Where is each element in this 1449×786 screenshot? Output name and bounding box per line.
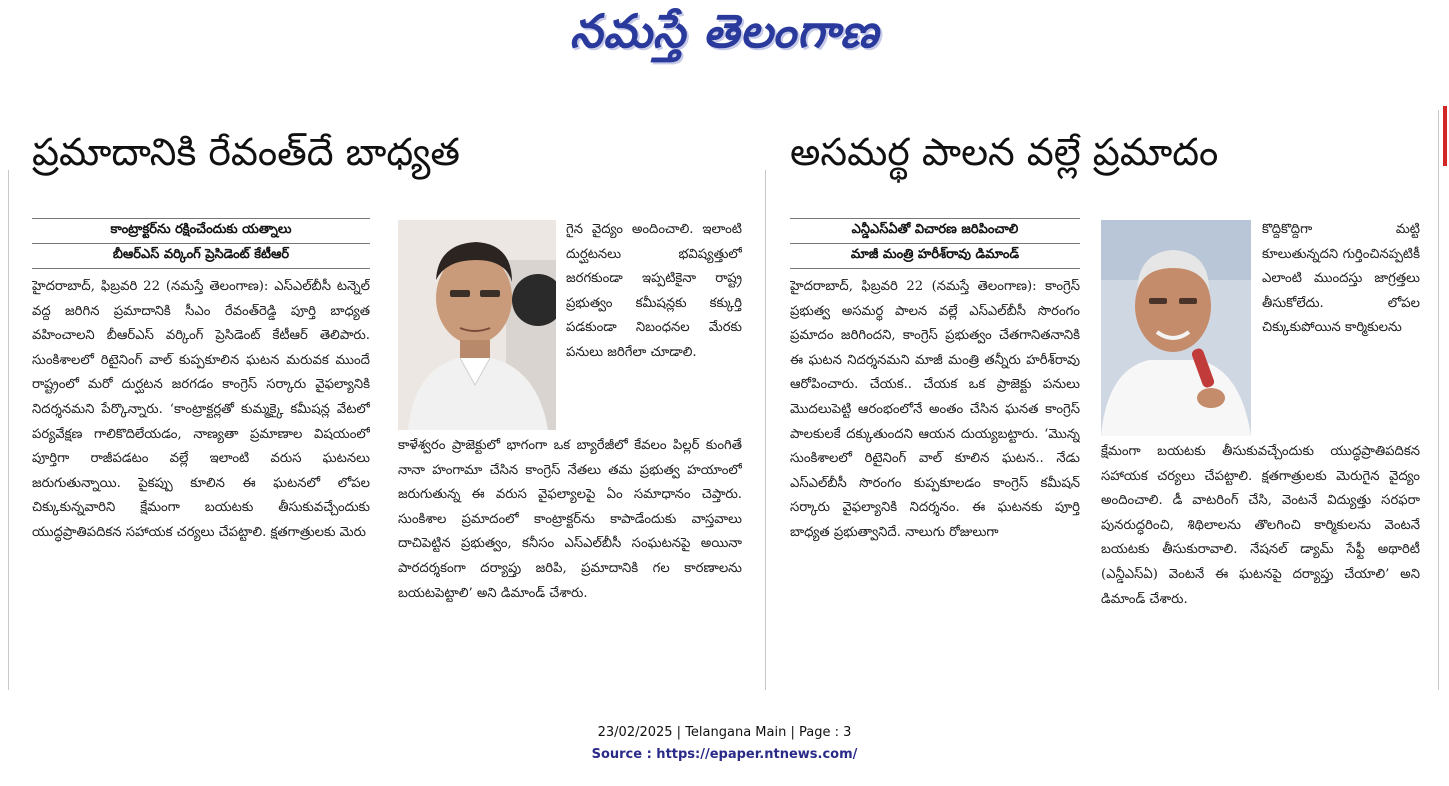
right-article-column-1 bbox=[790, 218, 1080, 688]
left-body-col2: గైన వైద్యం అందించాలి. ఇలాంటి దుర్ఘటనలు భవిష్యత్తులో జరగకుండా ఇప్పటికైనా రాష్ట్ర ప్రభుత్వం కమీషన్లకు కక్కుర్తి పడకుండా నిబంధనల మేరకు పనులు జరిగేలా చూడాలి. bbox=[566, 222, 742, 360]
ktr-portrait-image bbox=[398, 220, 556, 430]
column-divider bbox=[8, 170, 9, 690]
left-body-col2-continued: కాళేశ్వరం ప్రాజెక్టులో భాగంగా ఒక బ్యారేజీలో కేవలం పిల్లర్ కుంగితే నానా హంగామా చేసిన కాంగ్రెస్ నేతలు తమ ప్రభుత్వ హయాంలో జరుగుతున్న ఈ వరుస వైఫల్యాలపై ఏం సమాధానం చెప్తారు. సుంకిశాల ప్రమాదంలో కాంట్రాక్టర్‌ను కాపాడేందుకు వాస్తవాలు దాచిపెట్టిన ప్రభుత్వం, కనీసం ఎస్‌ఎల్‌బీసీ సంఘటనపై అయినా పారదర్శకంగా దర్యాప్తు జరిపి, ప్రమాదానికి గల కారణాలను బయటపెట్టాలి’ అని డిమాండ్ చేశారు. bbox=[398, 438, 742, 601]
right-article-column-2-wide bbox=[1101, 440, 1420, 694]
page-footer bbox=[0, 722, 1449, 766]
right-body-col2-continued: క్షేమంగా బయటకు తీసుకువచ్చేందుకు యుద్ధప్రాతిపదికన సహాయక చర్యలు చేపట్టాలి. క్షతగాత్రులకు మెరుగైన వైద్యం అందించాలి. డీ వాటరింగ్ చేసి, వెంటనే విద్యుత్తు సరఫరా పునరుద్ధరించి, శిథిలాలను తొలగించి కార్మికులను వెంటనే బయటకు తీసుకురావాలి. నేషనల్ డ్యామ్ సేఫ్టీ అథారిటీ (ఎన్డీఎస్‌ఏ) వెంటనే ఈ ఘటనపై దర్యాప్తు చేయాలి’ అని డిమాండ్ చేశారు. bbox=[1101, 444, 1420, 607]
right-deck bbox=[790, 218, 1080, 269]
left-article bbox=[32, 112, 742, 712]
left-deck bbox=[32, 218, 370, 269]
edition-info: 23/02/2025 | Telangana Main | Page : 3 bbox=[597, 725, 852, 740]
right-body-col2: కొద్దికొద్దిగా మట్టి కూలుతున్నదని గుర్తించినప్పటికీ ఎలాంటి ముందస్తు జాగ్రత్తలు తీసుకోలేదు. లోపల చిక్కుకుపోయిన కార్మికులను bbox=[1262, 222, 1420, 336]
page-edge-accent bbox=[1443, 106, 1447, 166]
right-article-column-2-narrow bbox=[1262, 218, 1420, 438]
harish-rao-portrait-image bbox=[1101, 220, 1251, 436]
left-deck-line-2: బీఆర్‌ఎస్ వర్కింగ్ ప్రెసిడెంట్ కేటీఆర్ bbox=[32, 243, 370, 268]
column-divider bbox=[1438, 110, 1439, 690]
right-body-col1: హైదరాబాద్, ఫిబ్రవరి 22 (నమస్తే తెలంగాణ): కాంగ్రెస్ ప్రభుత్వ అసమర్థ పాలన వల్లే ఎస్‌ఎల్‌బీసీ సొరంగం ప్రమాదం జరిగిందని, కాంగ్రెస్ ప్రభుత్వం చేతగానితనానికి ఈ ఘటన నిదర్శనమని మాజీ మంత్రి తన్నీరు హరీశ్‌రావు ఆరోపించారు. చేయక.. చేయక ఒక ప్రాజెక్టు పనులు మొదలుపెట్టి ఆరంభంలోనే అంతం చేసిన ఘనత కాంగ్రెస్ పాలకులకే దక్కుతుందని ఆయన దుయ్యబట్టారు. ‘మొన్న సుంకిశాలలో రిటైనింగ్ వాల్ కూలిన ఘటన.. నేడు ఎస్‌ఎల్‌బీసీ సొరంగం కుప్పకూలడం కాంగ్రెస్ కమీషన్ సర్కారు వైఫల్యానికి నిదర్శనం. ఈ ఘటనకు పూర్తి బాధ్యత ప్రభుత్వానిదే. నాలుగు రోజులుగా bbox=[790, 279, 1080, 540]
left-article-column-2-wide bbox=[398, 434, 742, 694]
newspaper-logo: నమస్తే తెలంగాణ bbox=[569, 4, 880, 58]
source-link[interactable]: Source : https://epaper.ntnews.com/ bbox=[591, 747, 858, 762]
left-headline: ప్రమాదానికి రేవంత్‌దే బాధ్యత bbox=[32, 130, 460, 174]
right-deck-line-1: ఎన్డీఎస్‌ఏతో విచారణ జరిపించాలి bbox=[790, 218, 1080, 243]
masthead bbox=[0, 0, 1449, 82]
left-deck-line-1: కాంట్రాక్టర్‌ను రక్షించేందుకు యత్నాలు bbox=[32, 218, 370, 243]
left-body-col1: హైదరాబాద్, ఫిబ్రవరి 22 (నమస్తే తెలంగాణ): ఎస్‌ఎల్‌బీసీ టన్నెల్ వద్ద జరిగిన ప్రమాదానికి సీఎం రేవంత్‌రెడ్డి పూర్తి బాధ్యత వహించాలని బీఆర్‌ఎస్ వర్కింగ్ ప్రెసిడెంట్ కేటీఆర్ తెలిపారు. సుంకిశాలలో రిటైనింగ్ వాల్ కుప్పకూలిన ఘటన మరువక ముందే రాష్ట్రంలో మరో దుర్ఘటన జరగడం కాంగ్రెస్ సర్కారు వైఫల్యానికి నిదర్శనమని పేర్కొన్నారు. ‘కాంట్రాక్టర్లతో కుమ్మక్కై కమీషన్ల వేటలో పర్యవేక్షణ గాలికొదిలేయడం, నాణ్యతా ప్రమాణాల విషయంలో పూర్తిగా రాజీపడటం వల్లే ఇలాంటి వరుస ఘటనలు జరుగుతున్నాయి. పైకప్పు కూలిన ఈ ఘటనలో లోపల చిక్కుకున్నవారిని క్షేమంగా బయటకు తీసుకువచ్చేందుకు యుద్ధప్రాతిపదికన సహాయక చర్యలు చేపట్టాలి. క్షతగాత్రులకు మెరు bbox=[32, 279, 370, 540]
column-divider bbox=[765, 170, 766, 690]
ktr-photo bbox=[398, 220, 556, 430]
right-article bbox=[790, 112, 1430, 712]
left-article-column-2-narrow bbox=[566, 218, 742, 428]
right-deck-line-2: మాజీ మంత్రి హరీశ్‌రావు డిమాండ్ bbox=[790, 243, 1080, 268]
right-headline: అసమర్థ పాలన వల్లే ప్రమాదం bbox=[790, 130, 1219, 174]
left-article-column-1 bbox=[32, 218, 370, 688]
harish-rao-photo bbox=[1101, 220, 1251, 436]
